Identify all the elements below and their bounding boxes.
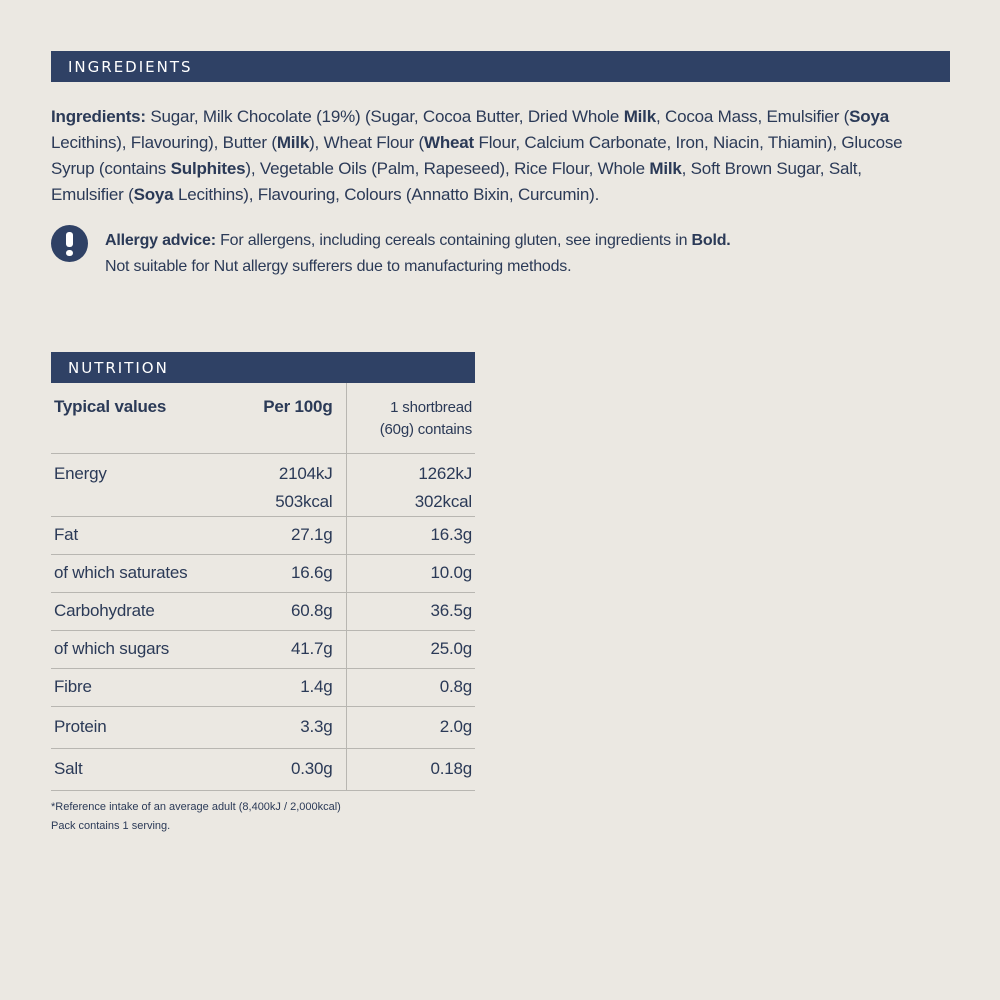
table-header-row bbox=[51, 383, 475, 453]
ingredient-allergen: Milk bbox=[276, 133, 310, 152]
allergy-label: Allergy advice: bbox=[105, 232, 216, 249]
nutrient-per-serving: 0.8g bbox=[346, 668, 475, 706]
energy-serving bbox=[346, 453, 475, 516]
footnote-pack-servings: Pack contains 1 serving. bbox=[51, 820, 171, 832]
nutrient-per100: 3.3g bbox=[256, 706, 346, 748]
allergy-text: For allergens, including cereals containing gluten, see ingredients in bbox=[215, 232, 692, 249]
header-per-serving-line-1: 1 shortbread bbox=[390, 399, 472, 416]
header-per-serving-line-2: (60g) contains bbox=[379, 421, 472, 438]
footnote bbox=[51, 798, 341, 836]
nutrition-table bbox=[51, 383, 475, 791]
header-per-serving bbox=[346, 383, 475, 453]
ingredient-text-segment: Sugar, Milk Chocolate (19%) (Sugar, Cocoa Butter, Dried Whole bbox=[145, 107, 624, 126]
ingredient-allergen: Soya bbox=[133, 185, 174, 204]
nutrient-per-serving: 10.0g bbox=[346, 554, 475, 592]
allergy-advice bbox=[105, 228, 925, 280]
ingredients-text bbox=[51, 104, 931, 208]
nutrient-per100: 1.4g bbox=[256, 668, 346, 706]
ingredient-allergen: Soya bbox=[849, 107, 889, 126]
ingredient-allergen: Ingredients: bbox=[51, 107, 146, 126]
energy-per100-kcal: 503kcal bbox=[275, 491, 333, 511]
ingredient-allergen: Milk bbox=[623, 107, 656, 126]
energy-serving-kcal: 302kcal bbox=[414, 491, 472, 511]
nutrition-heading: NUTRITION bbox=[68, 358, 169, 377]
nutrient-per100: 0.30g bbox=[256, 748, 346, 790]
allergy-line-2: Not suitable for Nut allergy sufferers due to manufacturing methods. bbox=[105, 258, 572, 275]
nutrient-per-serving: 16.3g bbox=[346, 516, 475, 554]
nutrient-label: of which saturates bbox=[51, 554, 256, 592]
table-row bbox=[51, 706, 475, 748]
nutrient-label: Fibre bbox=[51, 668, 256, 706]
table-row bbox=[51, 554, 475, 592]
nutrient-per-serving: 25.0g bbox=[346, 630, 475, 668]
nutrient-label: Carbohydrate bbox=[51, 592, 256, 630]
nutrient-per-serving: 36.5g bbox=[346, 592, 475, 630]
header-per-100g: Per 100g bbox=[256, 383, 346, 453]
ingredient-text-segment: , Cocoa Mass, Emulsifier ( bbox=[655, 107, 850, 126]
ingredient-allergen: Milk bbox=[649, 159, 682, 178]
nutrient-per-serving: 2.0g bbox=[346, 706, 475, 748]
allergy-line-1 bbox=[105, 228, 925, 254]
exclamation-icon bbox=[51, 225, 88, 262]
footnote-reference-intake: *Reference intake of an average adult (8,400kJ / 2,000kcal) bbox=[51, 801, 341, 813]
ingredient-text-segment: ), Wheat Flour ( bbox=[309, 133, 424, 152]
ingredient-text-segment: Flour, Calcium Carbonate, Iron, Niacin, Thiamin), Glucose Syrup (contains bbox=[51, 133, 903, 178]
nutrient-per100: 60.8g bbox=[256, 592, 346, 630]
ingredient-text-segment: ), Vegetable Oils (Palm, Rapeseed), Rice Flour, Whole bbox=[245, 159, 650, 178]
ingredients-heading: INGREDIENTS bbox=[68, 57, 193, 76]
energy-serving-kj: 1262kJ bbox=[418, 463, 472, 483]
nutrient-per100: 27.1g bbox=[256, 516, 346, 554]
nutrient-label: of which sugars bbox=[51, 630, 256, 668]
table-row-energy bbox=[51, 453, 475, 516]
nutrient-label: Fat bbox=[51, 516, 256, 554]
allergy-bold-word: Bold. bbox=[691, 232, 731, 249]
table-row bbox=[51, 516, 475, 554]
nutrient-label: Salt bbox=[51, 748, 256, 790]
ingredient-text-segment: Lecithins), Flavouring), Butter ( bbox=[51, 133, 277, 152]
nutrient-label: Protein bbox=[51, 706, 256, 748]
table-row bbox=[51, 748, 475, 790]
nutrient-per100: 41.7g bbox=[256, 630, 346, 668]
header-typical-values: Typical values bbox=[51, 383, 256, 453]
ingredient-text-segment: , Soft Brown Sugar, Salt, Emulsifier ( bbox=[51, 159, 862, 204]
energy-per100-kj: 2104kJ bbox=[278, 463, 333, 483]
table-row bbox=[51, 592, 475, 630]
energy-label: Energy bbox=[51, 453, 256, 516]
ingredient-text-segment: Lecithins), Flavouring, Colours (Annatto Bixin, Curcumin). bbox=[173, 185, 600, 204]
table-row bbox=[51, 668, 475, 706]
nutrition-banner bbox=[51, 352, 475, 383]
ingredients-banner bbox=[51, 51, 950, 82]
energy-per100 bbox=[256, 453, 346, 516]
nutrient-per-serving: 0.18g bbox=[346, 748, 475, 790]
nutrient-per100: 16.6g bbox=[256, 554, 346, 592]
ingredient-allergen: Sulphites bbox=[170, 159, 246, 178]
table-row bbox=[51, 630, 475, 668]
ingredient-allergen: Wheat bbox=[423, 133, 474, 152]
